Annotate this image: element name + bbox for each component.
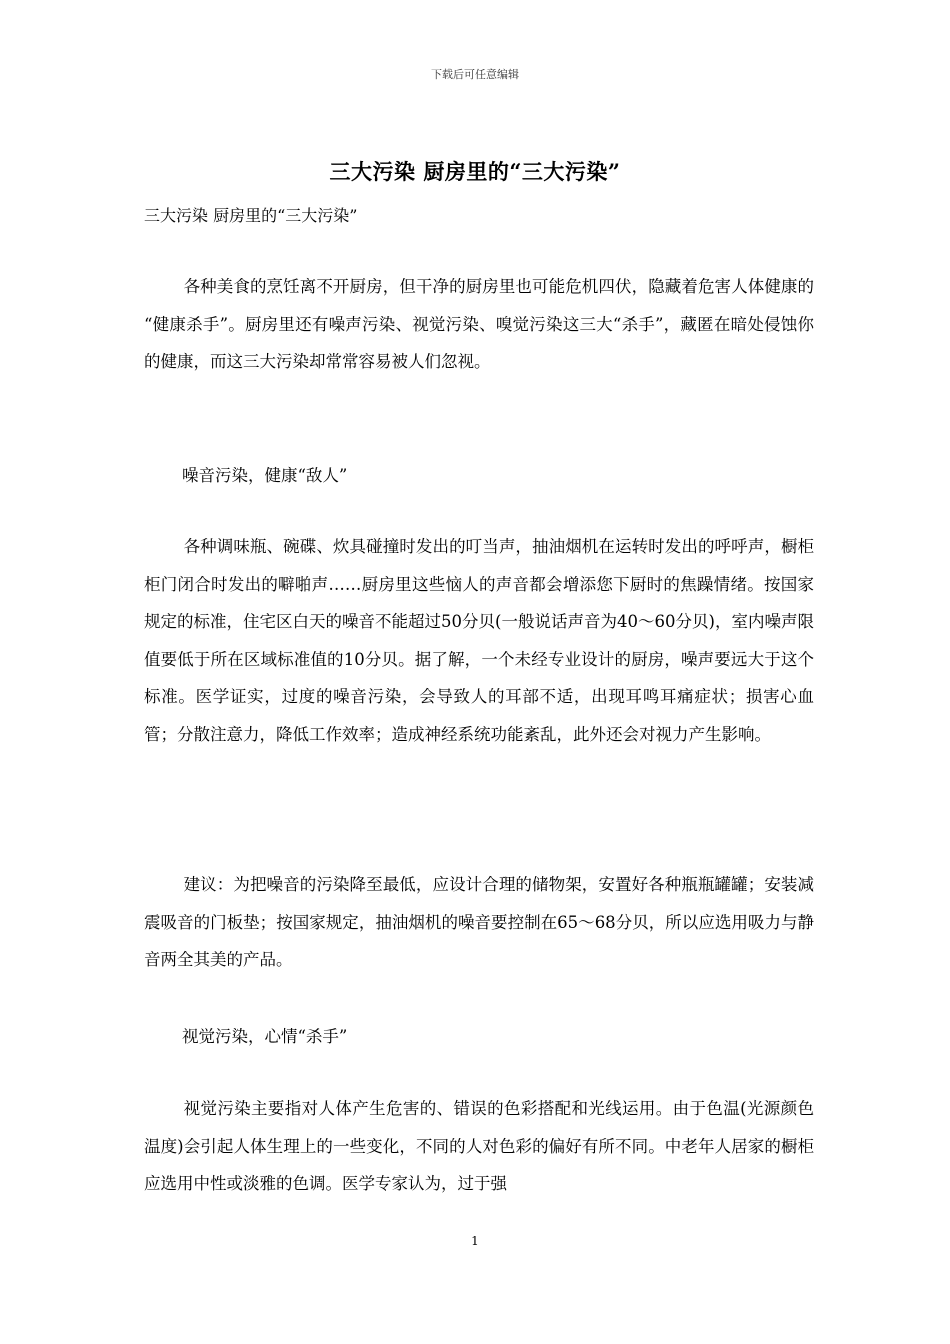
intro-paragraph: 各种美食的烹饪离不开厨房，但干净的厨房里也可能危机四伏，隐藏着危害人体健康的 “健康杀手”。厨房里还有噪声污染、视觉污染、嗅觉污染这三大“杀手”，藏匿在暗处侵蚀你的健康，而这三大污染却常常容易被人们忽视。 [144,277,814,371]
noise-paragraph: 各种调味瓶、碗碟、炊具碰撞时发出的叮当声，抽油烟机在运转时发出的呼呼声，橱柜柜门闭合时发出的噼啪声……厨房里这些恼人的声音都会增添您下厨时的焦躁情绪。按国家规定的标准，住宅区白天的噪音不能超过50分贝(一般说话声音为40～60分贝)，室内噪声限值要低于所在区域标准值的10分贝。据了解，一个未经专业设计的厨房，噪声要远大于这个标准。医学证实，过度的噪音污染，会导致人的耳部不适，出现耳鸣耳痛症状；损害心血管；分散注意力，降低工作效率；造成神经系统功能紊乱，此外还会对视力产生影响。 [144,537,814,744]
document-subtitle: 三大污染 厨房里的“三大污染” [144,206,358,225]
noise-advice-paragraph: 建议：为把噪音的污染降至最低，应设计合理的储物架，安置好各种瓶瓶罐罐；安装减震吸音的门板垫；按国家规定，抽油烟机的噪音要控制在65～68分贝，所以应选用吸力与静音两全其美的产品。 [144,875,814,969]
section-heading-visual: 视觉污染，心情“杀手” [182,1027,348,1046]
header-note: 下载后可任意编辑 [431,68,519,81]
section-heading-noise: 噪音污染，健康“敌人” [182,466,348,485]
document-title: 三大污染 厨房里的“三大污染” [329,159,621,184]
visual-paragraph: 视觉污染主要指对人体产生危害的、错误的色彩搭配和光线运用。由于色温(光源颜色温度)会引起人体生理上的一些变化，不同的人对色彩的偏好有所不同。中老年人居家的橱柜应选用中性或淡雅的色调。医学专家认为，过于强 [144,1099,814,1193]
page-number: 1 [471,1234,479,1248]
